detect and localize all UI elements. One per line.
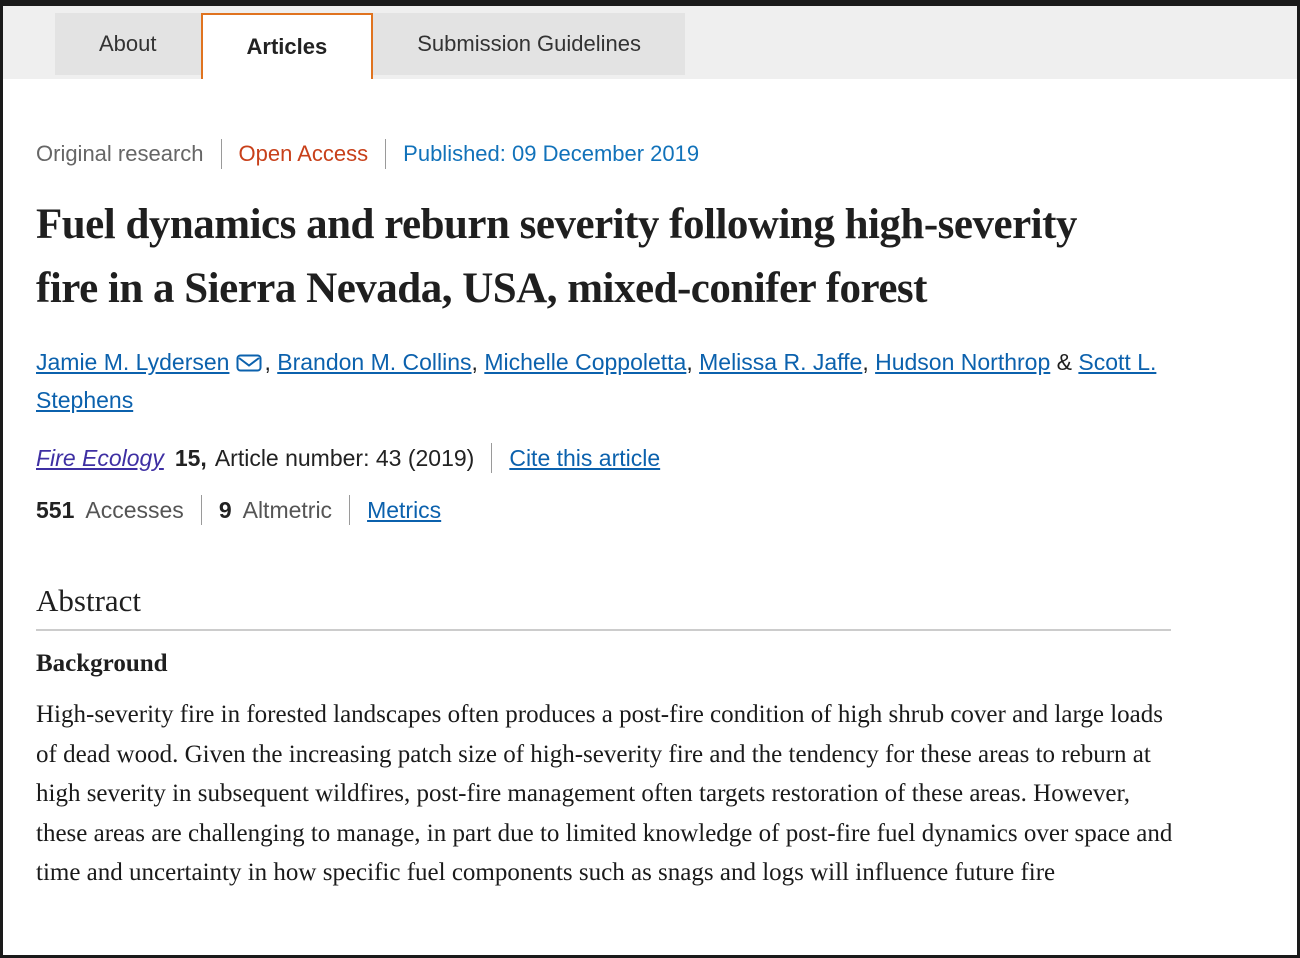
accesses-label: Accesses <box>85 496 184 523</box>
divider <box>201 495 202 525</box>
abstract-paragraph: High-severity fire in forested landscapes often produces a post-fire condition of high shrub cover and large loads of dead wood. Given the increasing patch size of high-severity fire and the tendency for these areas to reburn at high severity in subsequent wildfires, post-fire management often targets restoration of these areas. However, these areas are challenging to manage, in part due to limited knowledge of post-fire fuel dynamics over space and time and uncertainty in how specific fuel components such as snags and logs will influence future fire <box>36 701 1173 886</box>
accesses-count: 551 <box>36 496 75 523</box>
author-list <box>36 343 1186 419</box>
email-icon[interactable] <box>236 354 262 372</box>
divider <box>349 495 350 525</box>
article-main <box>3 79 1297 893</box>
article-type-label: Original research <box>36 141 204 166</box>
cite-this-article-link[interactable]: Cite this article <box>509 444 661 471</box>
divider <box>385 139 386 169</box>
author-link[interactable]: Melissa R. Jaffe <box>699 349 863 375</box>
journal-volume: 15, <box>174 444 207 471</box>
altmetric-count: 9 <box>218 496 232 523</box>
metrics-link[interactable]: Metrics <box>367 496 442 523</box>
author-separator: , <box>471 349 485 375</box>
journal-tabbar <box>3 6 1297 79</box>
divider <box>221 139 222 169</box>
author-link[interactable]: Hudson Northrop <box>875 349 1051 375</box>
article-number: Article number: 43 (2019) <box>214 444 475 471</box>
abstract-divider <box>36 629 1171 631</box>
author-separator: , <box>686 349 700 375</box>
author-link[interactable]: Scott L. Stephens <box>36 349 1157 413</box>
published-date: Published: 09 December 2019 <box>403 141 700 166</box>
author-link[interactable]: Michelle Coppoletta <box>484 349 687 375</box>
author-separator: , <box>862 349 876 375</box>
author-separator: , <box>264 349 278 375</box>
tab-articles[interactable]: Articles <box>201 13 374 79</box>
article-title: Fuel dynamics and reburn severity following high-severity fire in a Sierra Nevada, USA, mixed-conifer forest <box>36 201 1077 312</box>
article-metrics-row <box>36 495 1257 525</box>
tab-about[interactable]: About <box>55 13 201 75</box>
article-meta-row <box>36 139 1257 169</box>
author-separator: & <box>1050 349 1079 375</box>
altmetric-label: Altmetric <box>242 496 333 523</box>
abstract-heading: Abstract <box>36 583 142 618</box>
author-link[interactable]: Brandon M. Collins <box>277 349 472 375</box>
background-subheading: Background <box>36 650 168 677</box>
journal-citation-row <box>36 443 1257 473</box>
divider <box>491 443 492 473</box>
journal-link[interactable]: Fire Ecology <box>36 444 164 471</box>
author-link[interactable]: Jamie M. Lydersen <box>36 349 230 375</box>
tab-submission-guidelines[interactable]: Submission Guidelines <box>373 13 685 75</box>
open-access-label: Open Access <box>238 141 369 166</box>
